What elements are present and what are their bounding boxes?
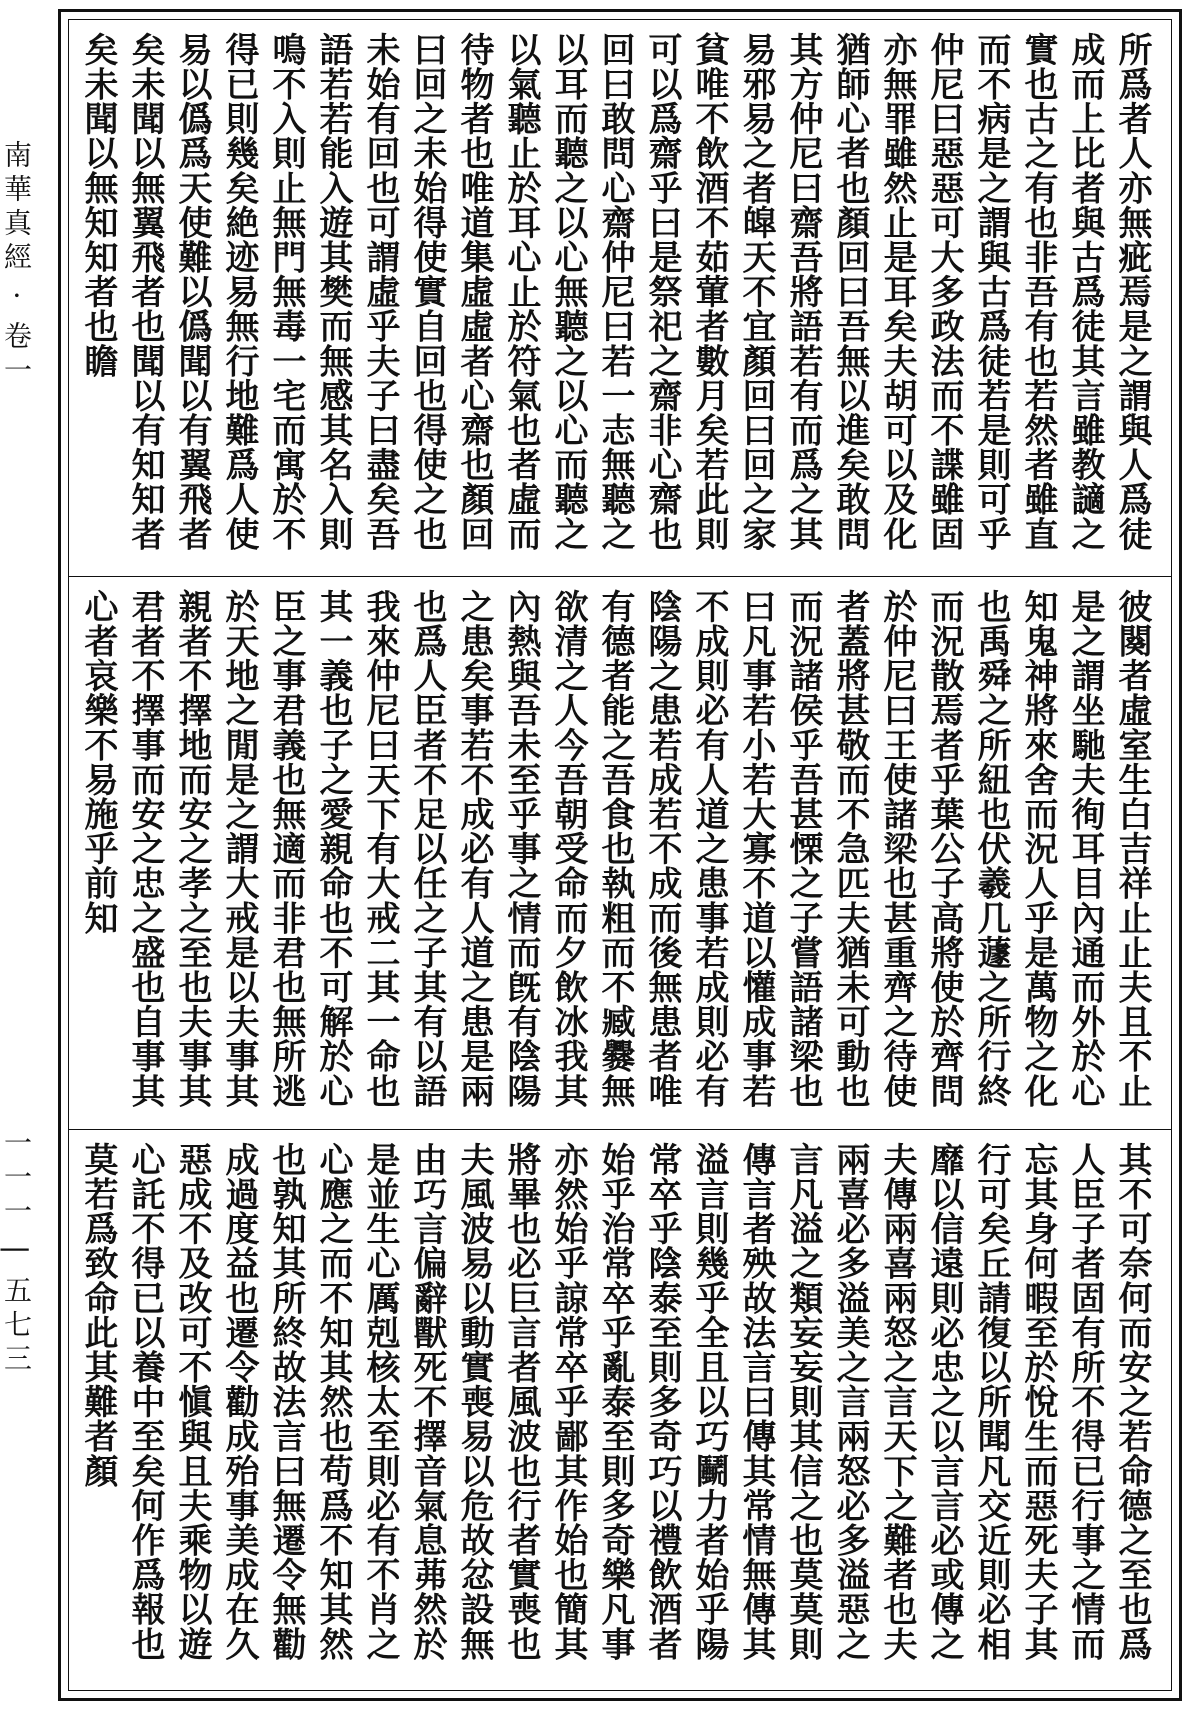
text-panel-top bbox=[69, 20, 1171, 577]
margin-page-number: 一一一 | 五七三 bbox=[0, 1128, 33, 1378]
text-panel-bottom bbox=[69, 1130, 1171, 1690]
text-panel-middle bbox=[69, 577, 1171, 1130]
page-frame bbox=[58, 9, 1182, 1701]
panel-text-bottom: 其不可奈何而安之若命德之至也爲人臣子者固有所不得已行事之情而忘其身何暇至於悅生而惡死夫子其行可矣丘請復以所聞凡交近則必相靡以信遠則必忠之以言言必或傳之夫傳兩喜兩怒之言天下之難者也夫兩喜必多溢美之言兩怒必多溢惡之言凡溢之類妄妄則其信之也莫莫則傳言者殃故法言曰傳其常情無傳其溢言則幾乎全且以巧鬭力者始乎陽常卒乎陰泰至則多奇巧以禮飲酒者始乎治常卒乎亂泰至則多奇樂凡事亦然始乎諒常卒乎鄙其作始也簡其將畢也必巨言者風波也行者實喪也夫風波易以動實喪易以危故忿設無由巧言偏辭獸死不擇音氣息茀然於是並生心厲剋核太至則必有不肖之心應之而不知其然也苟爲不知其然也孰知其所終故法言曰無遷令無勸成過度益也遷令勸成殆事美成在久惡成不及改可不愼與且夫乘物以遊心託不得已以養中至矣何作爲報也莫若爲致命此其難者顏 bbox=[78, 1142, 1152, 1661]
page-frame-inner bbox=[68, 19, 1172, 1691]
panel-text-top: 所爲者人亦無疵焉是之謂與人爲徒成而上比者與古爲徒其言雖教讁之實也古之有也非吾有也若然者雖直而不病是之謂與古爲徒若是則可乎仲尼曰惡惡可大多政法而不諜雖固亦無罪雖然止是耳矣夫胡可以及化猶師心者也顏回曰吾無以進矣敢問其方仲尼曰齋吾將語若有而爲之其易邪易之者皡天不宜顏回曰回之家貧唯不飲酒不茹葷者數月矣若此則可以爲齋乎曰是祭祀之齋非心齋也回曰敢問心齋仲尼曰若一志無聽之以耳而聽之以心無聽之以心而聽之以氣聽止於耳心止於符氣也者虛而待物者也唯道集虛虛者心齋也顏回曰回之未始得使實自回也得使之也未始有回也可謂虛乎夫子曰盡矣吾語若若能入遊其樊而無感其名入則鳴不入則止無門無毒一宅而寓於不得已則幾矣絶迹易無行地難爲人使易以僞爲天使難以僞聞以有翼飛者矣未聞以無翼飛者也聞以有知知者矣未聞以無知知者也瞻 bbox=[78, 32, 1152, 551]
panel-text-middle: 彼闋者虛室生白吉祥止止夫且不止是之謂坐馳夫徇耳目內通而外於心知鬼神將來舍而況人乎是萬物之化也禹舜之所紐也伏羲几蘧之所行終而況散焉者乎葉公子高將使於齊問於仲尼曰王使諸梁也甚重齊之待使者蓋將甚敬而不急匹夫猶未可動也而況諸侯乎吾甚慄之子嘗語諸梁也曰凡事若小若大寡不道以懽成事若不成則必有人道之患事若成則必有陰陽之患若成若不成而後無患者唯有德者能之吾食也執粗而不臧爨無欲清之人今吾朝受命而夕飲冰我其內熱與吾未至乎事之情而旣有陰陽之患矣事若不成必有人道之患是兩也爲人臣者不足以任之子其有以語我來仲尼曰天下有大戒二其一命也其一義也子之愛親命也不可解於心臣之事君義也無適而非君也無所逃於天地之閒是之謂大戒是以夫事其親者不擇地而安之孝之至也夫事其君者不擇事而安之忠之盛也自事其心者哀樂不易施乎前知 bbox=[78, 589, 1152, 1108]
margin-title: 南華真經 · 卷一 bbox=[0, 140, 33, 389]
